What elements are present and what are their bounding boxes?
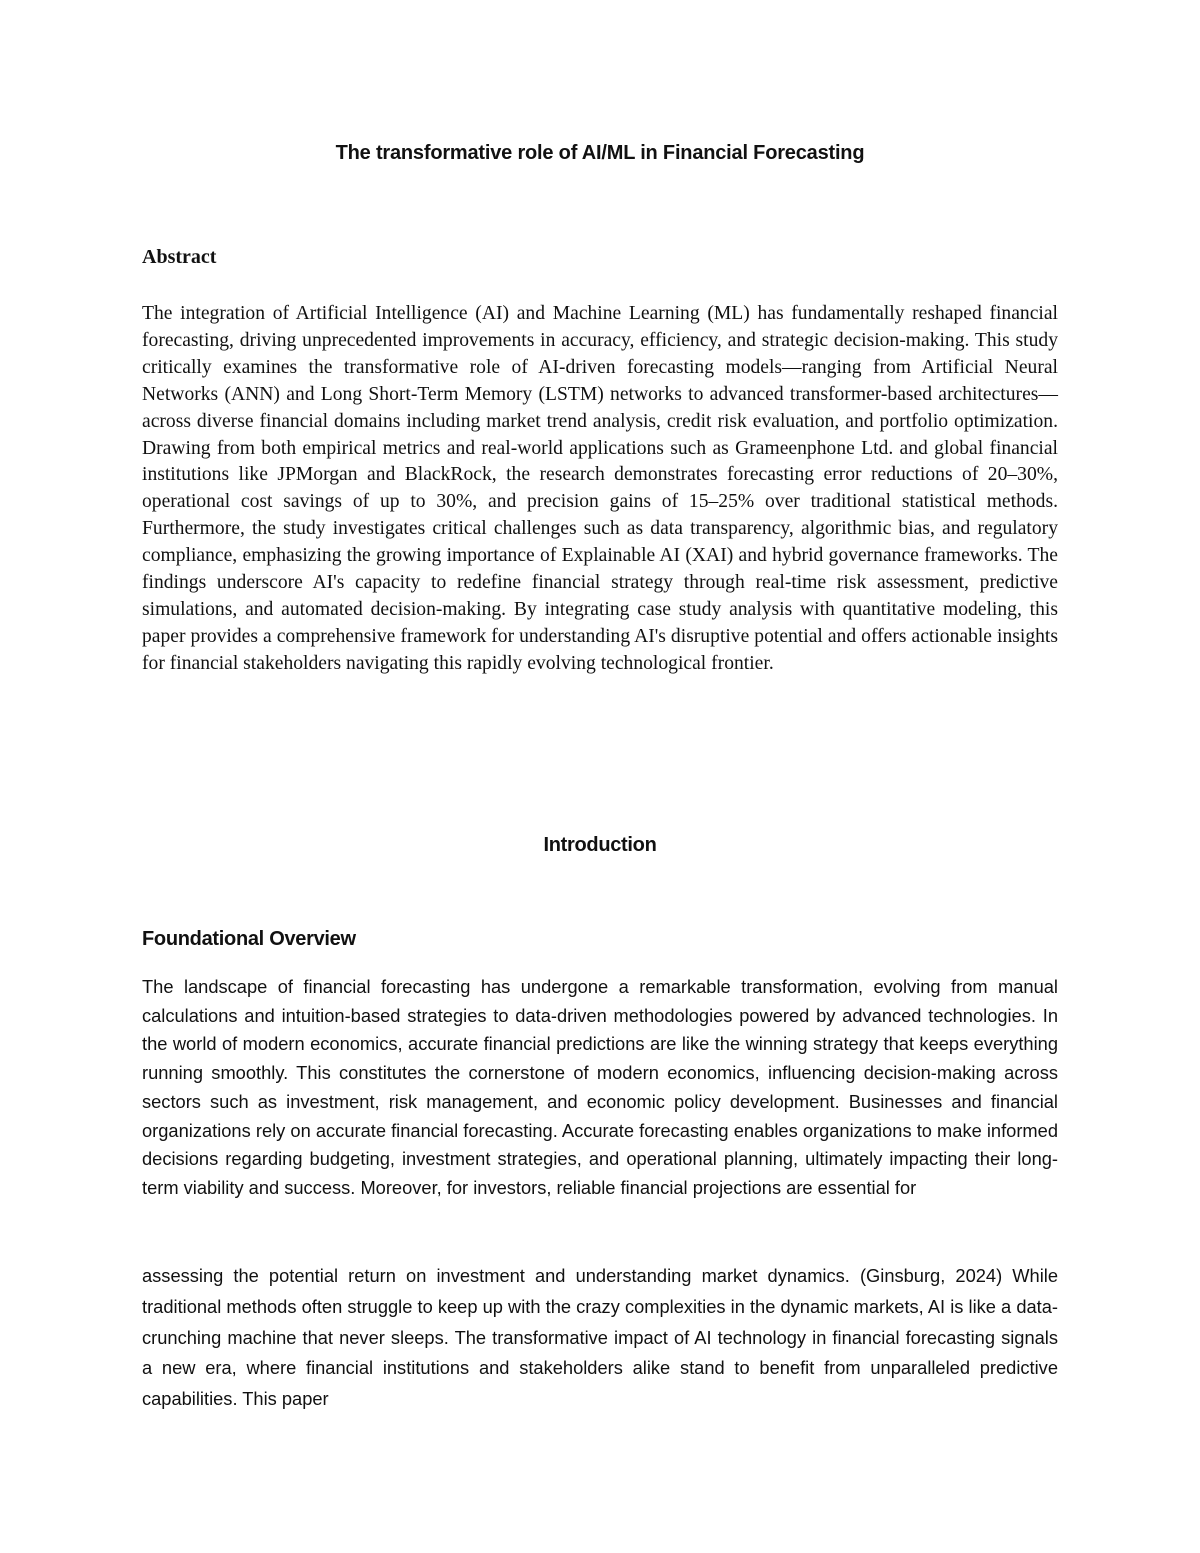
foundational-overview-heading: Foundational Overview: [142, 928, 356, 950]
abstract-body: The integration of Artificial Intelligence (AI) and Machine Learning (ML) has fundamentally reshaped financial forecasting, driving unprecedented improvements in accuracy, efficiency, and strategic decision-making. This study critically examines the transformative role of AI-driven forecasting models—ranging from Artificial Neural Networks (ANN) and Long Short-Term Memory (LSTM) networks to advanced transformer-based architectures—across diverse financial domains including market trend analysis, credit risk evaluation, and portfolio optimization. Drawing from both empirical metrics and real-world applications such as Grameenphone Ltd. and global financial institutions like JPMorgan and BlackRock, the research demonstrates forecasting error reductions of 20–30%, operational cost savings of up to 30%, and precision gains of 15–25% over traditional statistical methods. Furthermore, the study investigates critical challenges such as data transparency, algorithmic bias, and regulatory compliance, emphasizing the growing importance of Explainable AI (XAI) and hybrid governance frameworks. The findings underscore AI's capacity to redefine financial strategy through real-time risk assessment, predictive simulations, and automated decision-making. By integrating case study analysis with quantitative modeling, this paper provides a comprehensive framework for understanding AI's disruptive potential and offers actionable insights for financial stakeholders navigating this rapidly evolving technological frontier.: [142, 303, 1058, 674]
abstract-heading: Abstract: [142, 246, 217, 268]
introduction-paragraph-1: The landscape of financial forecasting has undergone a remarkable transformation, evolving from manual calculations and intuition-based strategies to data-driven methodologies powered by advanced technologies. In the world of modern economics, accurate financial predictions are like the winning strategy that keeps everything running smoothly. This constitutes the cornerstone of modern economics, influencing decision-making across sectors such as investment, risk management, and economic policy development. Businesses and financial organizations rely on accurate financial forecasting. Accurate forecasting enables organizations to make informed decisions regarding budgeting, investment strategies, and operational planning, ultimately impacting their long-term viability and success. Moreover, for investors, reliable financial projections are essential for: [142, 976, 1058, 1198]
paper-title: The transformative role of AI/ML in Financial Forecasting: [335, 142, 865, 164]
introduction-heading: Introduction: [543, 834, 657, 856]
introduction-paragraph-2: assessing the potential return on investment and understanding market dynamics. (Ginsburg, 2024) While traditional methods often struggle to keep up with the crazy complexities in the dynamic markets, AI is like a data-crunching machine that never sleeps. The transformative impact of AI technology in financial forecasting signals a new era, where financial institutions and stakeholders alike stand to benefit from unparalleled predictive capabilities. This paper: [142, 1265, 1058, 1410]
